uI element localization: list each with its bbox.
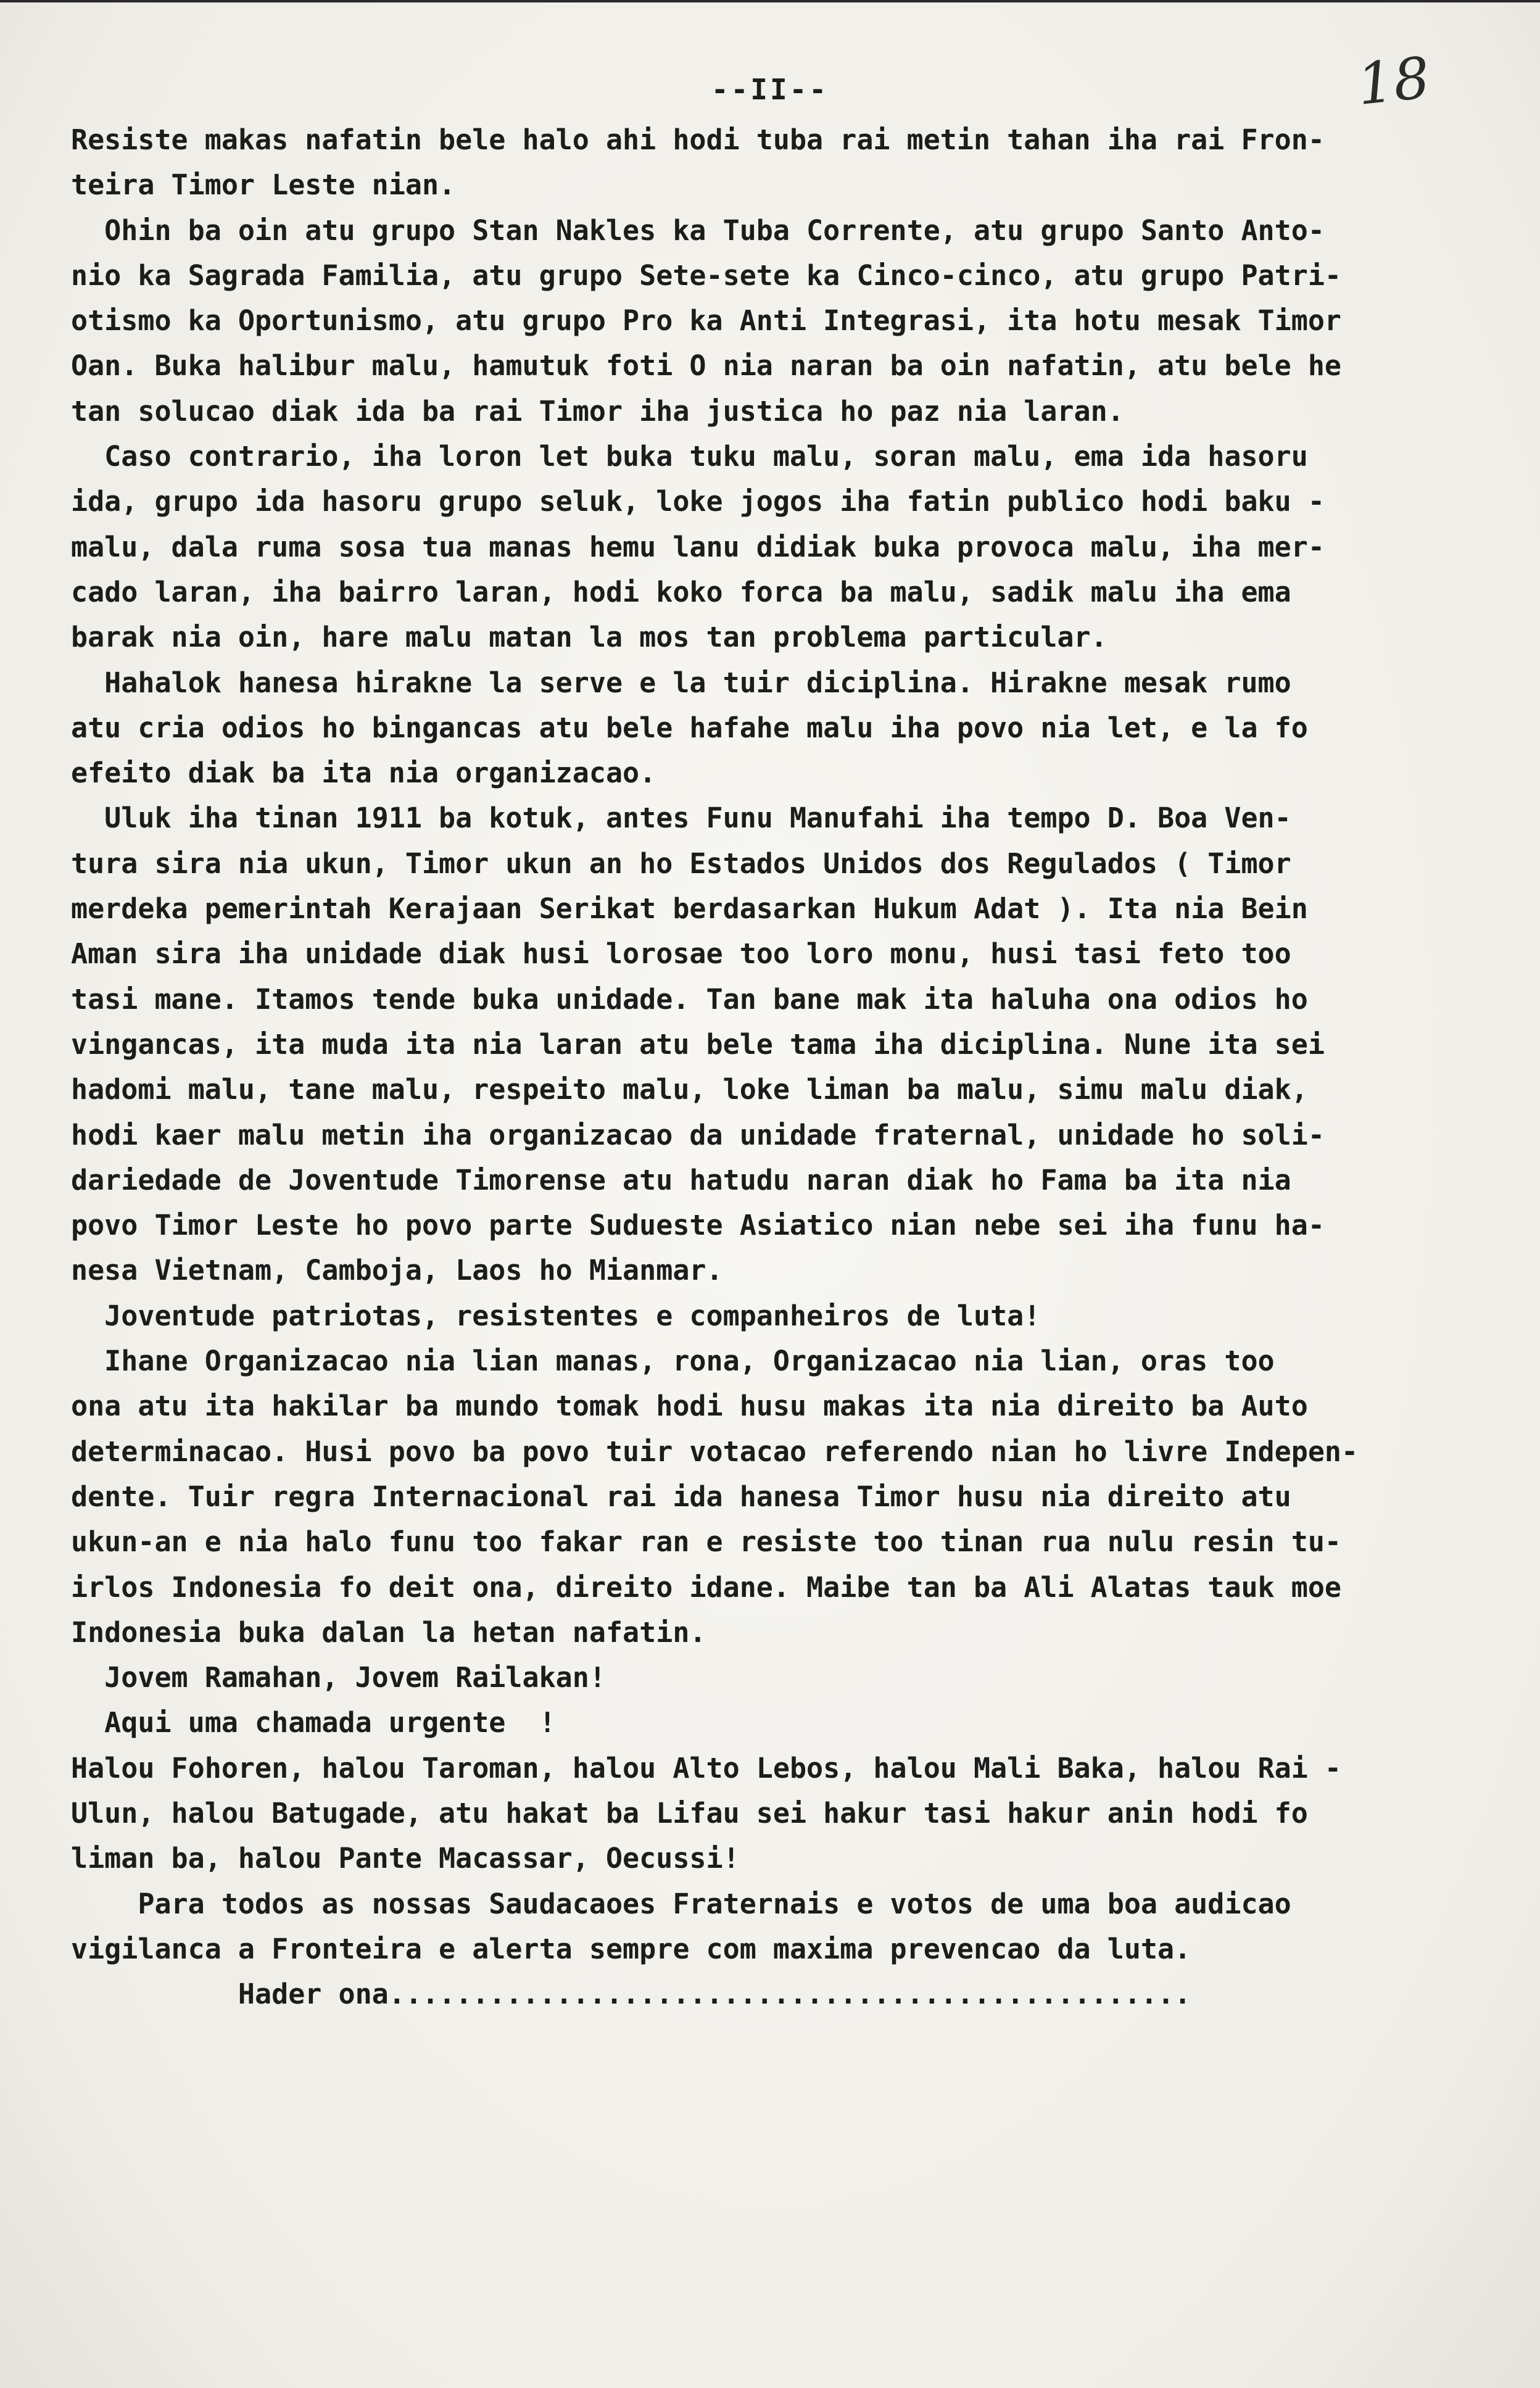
text-line: tura sira nia ukun, Timor ukun an ho Estados Unidos dos Regulados ( Timor [71,847,1291,880]
page-header: --II-- [711,73,829,106]
text-line: Aman sira iha unidade diak husi lorosae too loro monu, husi tasi feto too [71,937,1291,971]
text-line: povo Timor Leste ho povo parte Sudueste Asiatico nian nebe sei iha funu ha- [71,1209,1325,1242]
text-line: merdeka pemerintah Kerajaan Serikat berdasarkan Hukum Adat ). Ita nia Bein [71,892,1308,926]
text-line: vingancas, ita muda ita nia laran atu bele tama iha diciplina. Nune ita sei [71,1027,1325,1061]
text-line: tasi mane. Itamos tende buka unidade. Tan bane mak ita haluha ona odios ho [71,982,1308,1016]
text-line: determinacao. Husi povo ba povo tuir votacao referendo nian ho livre Indepen- [71,1435,1359,1468]
text-line: hadomi malu, tane malu, respeito malu, loke liman ba malu, simu malu diak, [71,1073,1308,1106]
text-line: Ohin ba oin atu grupo Stan Nakles ka Tuba Corrente, atu grupo Santo Anto- [71,214,1325,247]
text-line: Aqui uma chamada urgente ! [71,1706,556,1739]
handwritten-page-number: 18 [1354,44,1433,118]
text-line: Indonesia buka dalan la hetan nafatin. [71,1615,706,1649]
text-line: Caso contrario, iha loron let buka tuku malu, soran malu, ema ida hasoru [71,440,1308,473]
text-line: hodi kaer malu metin iha organizacao da unidade fraternal, unidade ho soli- [71,1118,1325,1151]
text-line: Resiste makas nafatin bele halo ahi hodi tuba rai metin tahan iha rai Fron- [71,123,1325,156]
text-line: Jovem Ramahan, Jovem Railakan! [71,1661,606,1694]
text-line: Hahalok hanesa hirakne la serve e la tuir diciplina. Hirakne mesak rumo [71,666,1291,699]
text-line: otismo ka Oportunismo, atu grupo Pro ka Anti Integrasi, ita hotu mesak Timor [71,304,1342,338]
text-line: barak nia oin, hare malu matan la mos tan problema particular. [71,621,1107,654]
text-line: Ihane Organizacao nia lian manas, rona, Organizacao nia lian, oras too [71,1345,1275,1378]
text-line: ida, grupo ida hasoru grupo seluk, loke jogos iha fatin publico hodi baku - [71,485,1325,518]
text-line: irlos Indonesia fo deit ona, direito idane. Maibe tan ba Ali Alatas tauk moe [71,1570,1342,1604]
text-line: efeito diak ba ita nia organizacao. [71,757,656,790]
text-line: nio ka Sagrada Familia, atu grupo Sete-sete ka Cinco-cinco, atu grupo Patri- [71,259,1342,292]
text-line: malu, dala ruma sosa tua manas hemu lanu didiak buka provoca malu, iha mer- [71,530,1325,563]
text-line: Joventude patriotas, resistentes e companheiros de luta! [71,1299,1041,1332]
text-line: vigilanca a Fronteira e alerta sempre com maxima prevencao da luta. [71,1932,1191,1965]
text-line: nesa Vietnam, Camboja, Laos ho Mianmar. [71,1254,723,1287]
text-line: cado laran, iha bairro laran, hodi koko forca ba malu, sadik malu iha ema [71,575,1291,608]
text-line: tan solucao diak ida ba rai Timor iha justica ho paz nia laran. [71,394,1124,428]
text-line: Halou Fohoren, halou Taroman, halou Alto Lebos, halou Mali Baka, halou Rai - [71,1751,1342,1785]
text-line: ukun-an e nia halo funu too fakar ran e resiste too tinan rua nulu resin tu- [71,1525,1342,1559]
text-line: liman ba, halou Pante Macassar, Oecussi! [71,1842,740,1875]
text-line: Para todos as nossas Saudacaoes Fraternais e votos de uma boa audicao [71,1887,1291,1920]
text-line: Oan. Buka halibur malu, hamutuk foti O nia naran ba oin nafatin, atu bele he [71,349,1342,383]
text-line: Ulun, halou Batugade, atu hakat ba Lifau sei hakur tasi hakur anin hodi fo [71,1796,1308,1830]
text-line: Uluk iha tinan 1911 ba kotuk, antes Funu Manufahi iha tempo D. Boa Ven- [71,802,1291,835]
body-text [71,117,1484,2017]
page-top-edge [0,0,1540,2]
text-line: teira Timor Leste nian. [71,168,456,202]
text-line: dente. Tuir regra Internacional rai ida hanesa Timor husu nia direito atu [71,1480,1291,1513]
text-line: dariedade de Joventude Timorense atu hatudu naran diak ho Fama ba ita nia [71,1163,1291,1196]
text-line: ona atu ita hakilar ba mundo tomak hodi husu makas ita nia direito ba Auto [71,1390,1308,1423]
text-line: atu cria odios ho bingancas atu bele hafahe malu iha povo nia let, e la fo [71,711,1308,744]
text-line: Hader ona................................................ [71,1978,1191,2011]
